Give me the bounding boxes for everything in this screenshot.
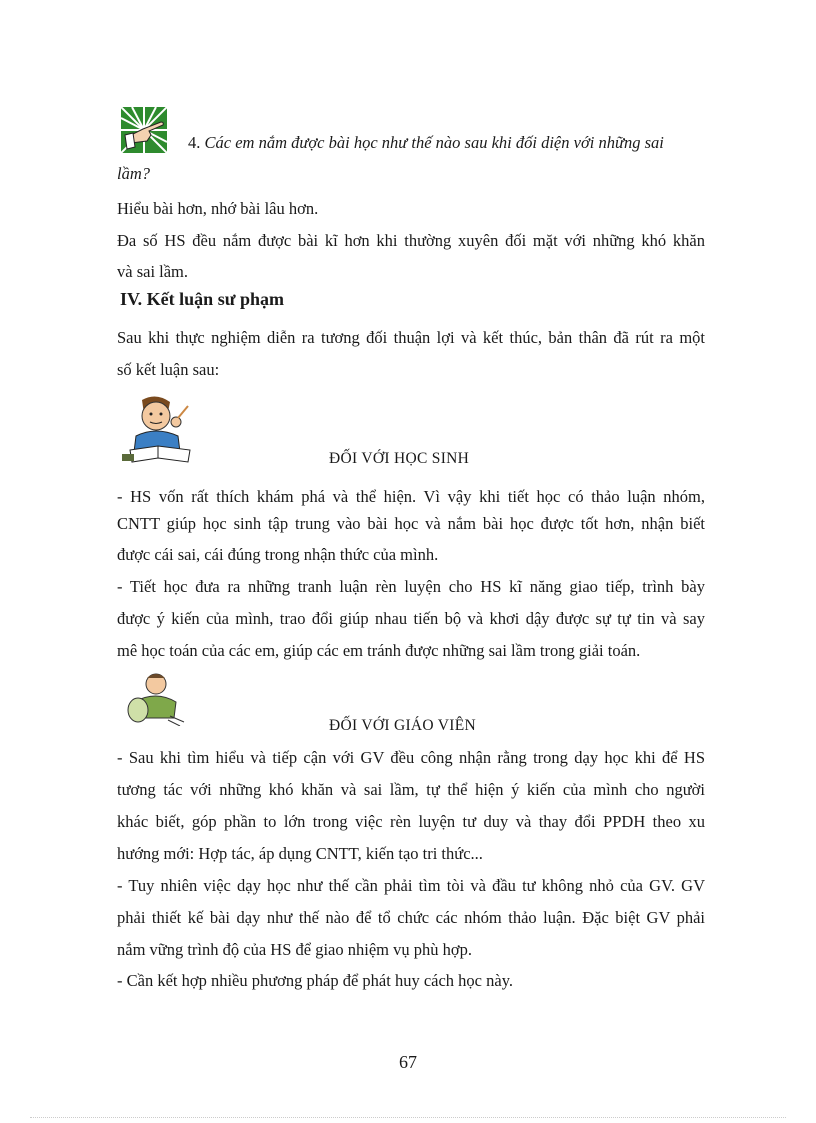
question-line-1 — [188, 127, 708, 159]
teachers-line-8: - Cần kết hợp nhiều phương pháp để phát huy cách học này. — [117, 971, 514, 990]
students-line-6: mê học toán của các em, giúp các em tránh được những sai lầm trong giải toán. — [117, 641, 641, 660]
pointing-hand-icon — [121, 107, 167, 153]
teachers-line-6: phải thiết kế bài dạy như thế nào để tổ chức các nhóm thảo luận. Đặc biệt GV phải — [117, 908, 705, 927]
student-reading-icon — [120, 392, 198, 466]
teacher-thinking-icon — [120, 670, 186, 726]
students-line-1: - HS vốn rất thích khám phá và thể hiện. Vì vậy khi tiết học có thảo luận nhóm, — [117, 487, 705, 506]
teachers-line-1: - Sau khi tìm hiểu và tiếp cận với GV đều công nhận rằng trong dạy học khi để HS — [117, 748, 705, 767]
section-title: IV. Kết luận sư phạm — [120, 289, 285, 309]
students-line-2: CNTT giúp học sinh tập trung vào bài học và nắm bài học được tốt hơn, nhận biết — [117, 514, 705, 533]
section-intro-line-2: số kết luận sau: — [117, 360, 220, 379]
question-text: Các em nắm được bài học như thế nào sau khi đối diện với những sai — [204, 133, 664, 152]
teachers-line-7: nắm vững trình độ của HS để giao nhiệm vụ phù hợp. — [117, 940, 472, 959]
students-heading: ĐỐI VỚI HỌC SINH — [329, 450, 470, 467]
students-line-5: được ý kiến của mình, trao đổi giúp nhau tiến bộ và khơi dậy được sự tự tin và say — [117, 609, 705, 628]
teachers-line-4: hướng mới: Hợp tác, áp dụng CNTT, kiến tạo tri thức... — [117, 844, 483, 863]
students-line-3: được cái sai, cái đúng trong nhận thức của mình. — [117, 545, 439, 564]
answer-line-1: Hiểu bài hơn, nhớ bài lâu hơn. — [117, 199, 319, 218]
page-bottom-divider — [30, 1117, 786, 1118]
teachers-line-2: tương tác với những khó khăn và sai lầm, tự thể hiện ý kiến của mình cho người — [117, 780, 705, 799]
question-number: 4. — [188, 133, 201, 152]
answer-line-2: Đa số HS đều nắm được bài kĩ hơn khi thường xuyên đối mặt với những khó khăn — [117, 231, 705, 250]
section-intro-line-1: Sau khi thực nghiệm diễn ra tương đối thuận lợi và kết thúc, bản thân đã rút ra một — [117, 328, 705, 347]
teachers-heading: ĐỐI VỚI GIÁO VIÊN — [329, 717, 477, 734]
question-line-2: lầm? — [117, 164, 150, 183]
answer-line-3: và sai lầm. — [117, 262, 189, 281]
students-line-4: - Tiết học đưa ra những tranh luận rèn luyện cho HS kĩ năng giao tiếp, trình bày — [117, 577, 705, 596]
teachers-line-5: - Tuy nhiên việc dạy học như thế cần phải tìm tòi và đầu tư không nhỏ của GV. GV — [117, 876, 705, 895]
teachers-line-3: khác biết, góp phần to lớn trong việc rèn luyện tư duy và thay đổi PPDH theo xu — [117, 812, 705, 831]
page-number: 67 — [399, 1052, 417, 1072]
